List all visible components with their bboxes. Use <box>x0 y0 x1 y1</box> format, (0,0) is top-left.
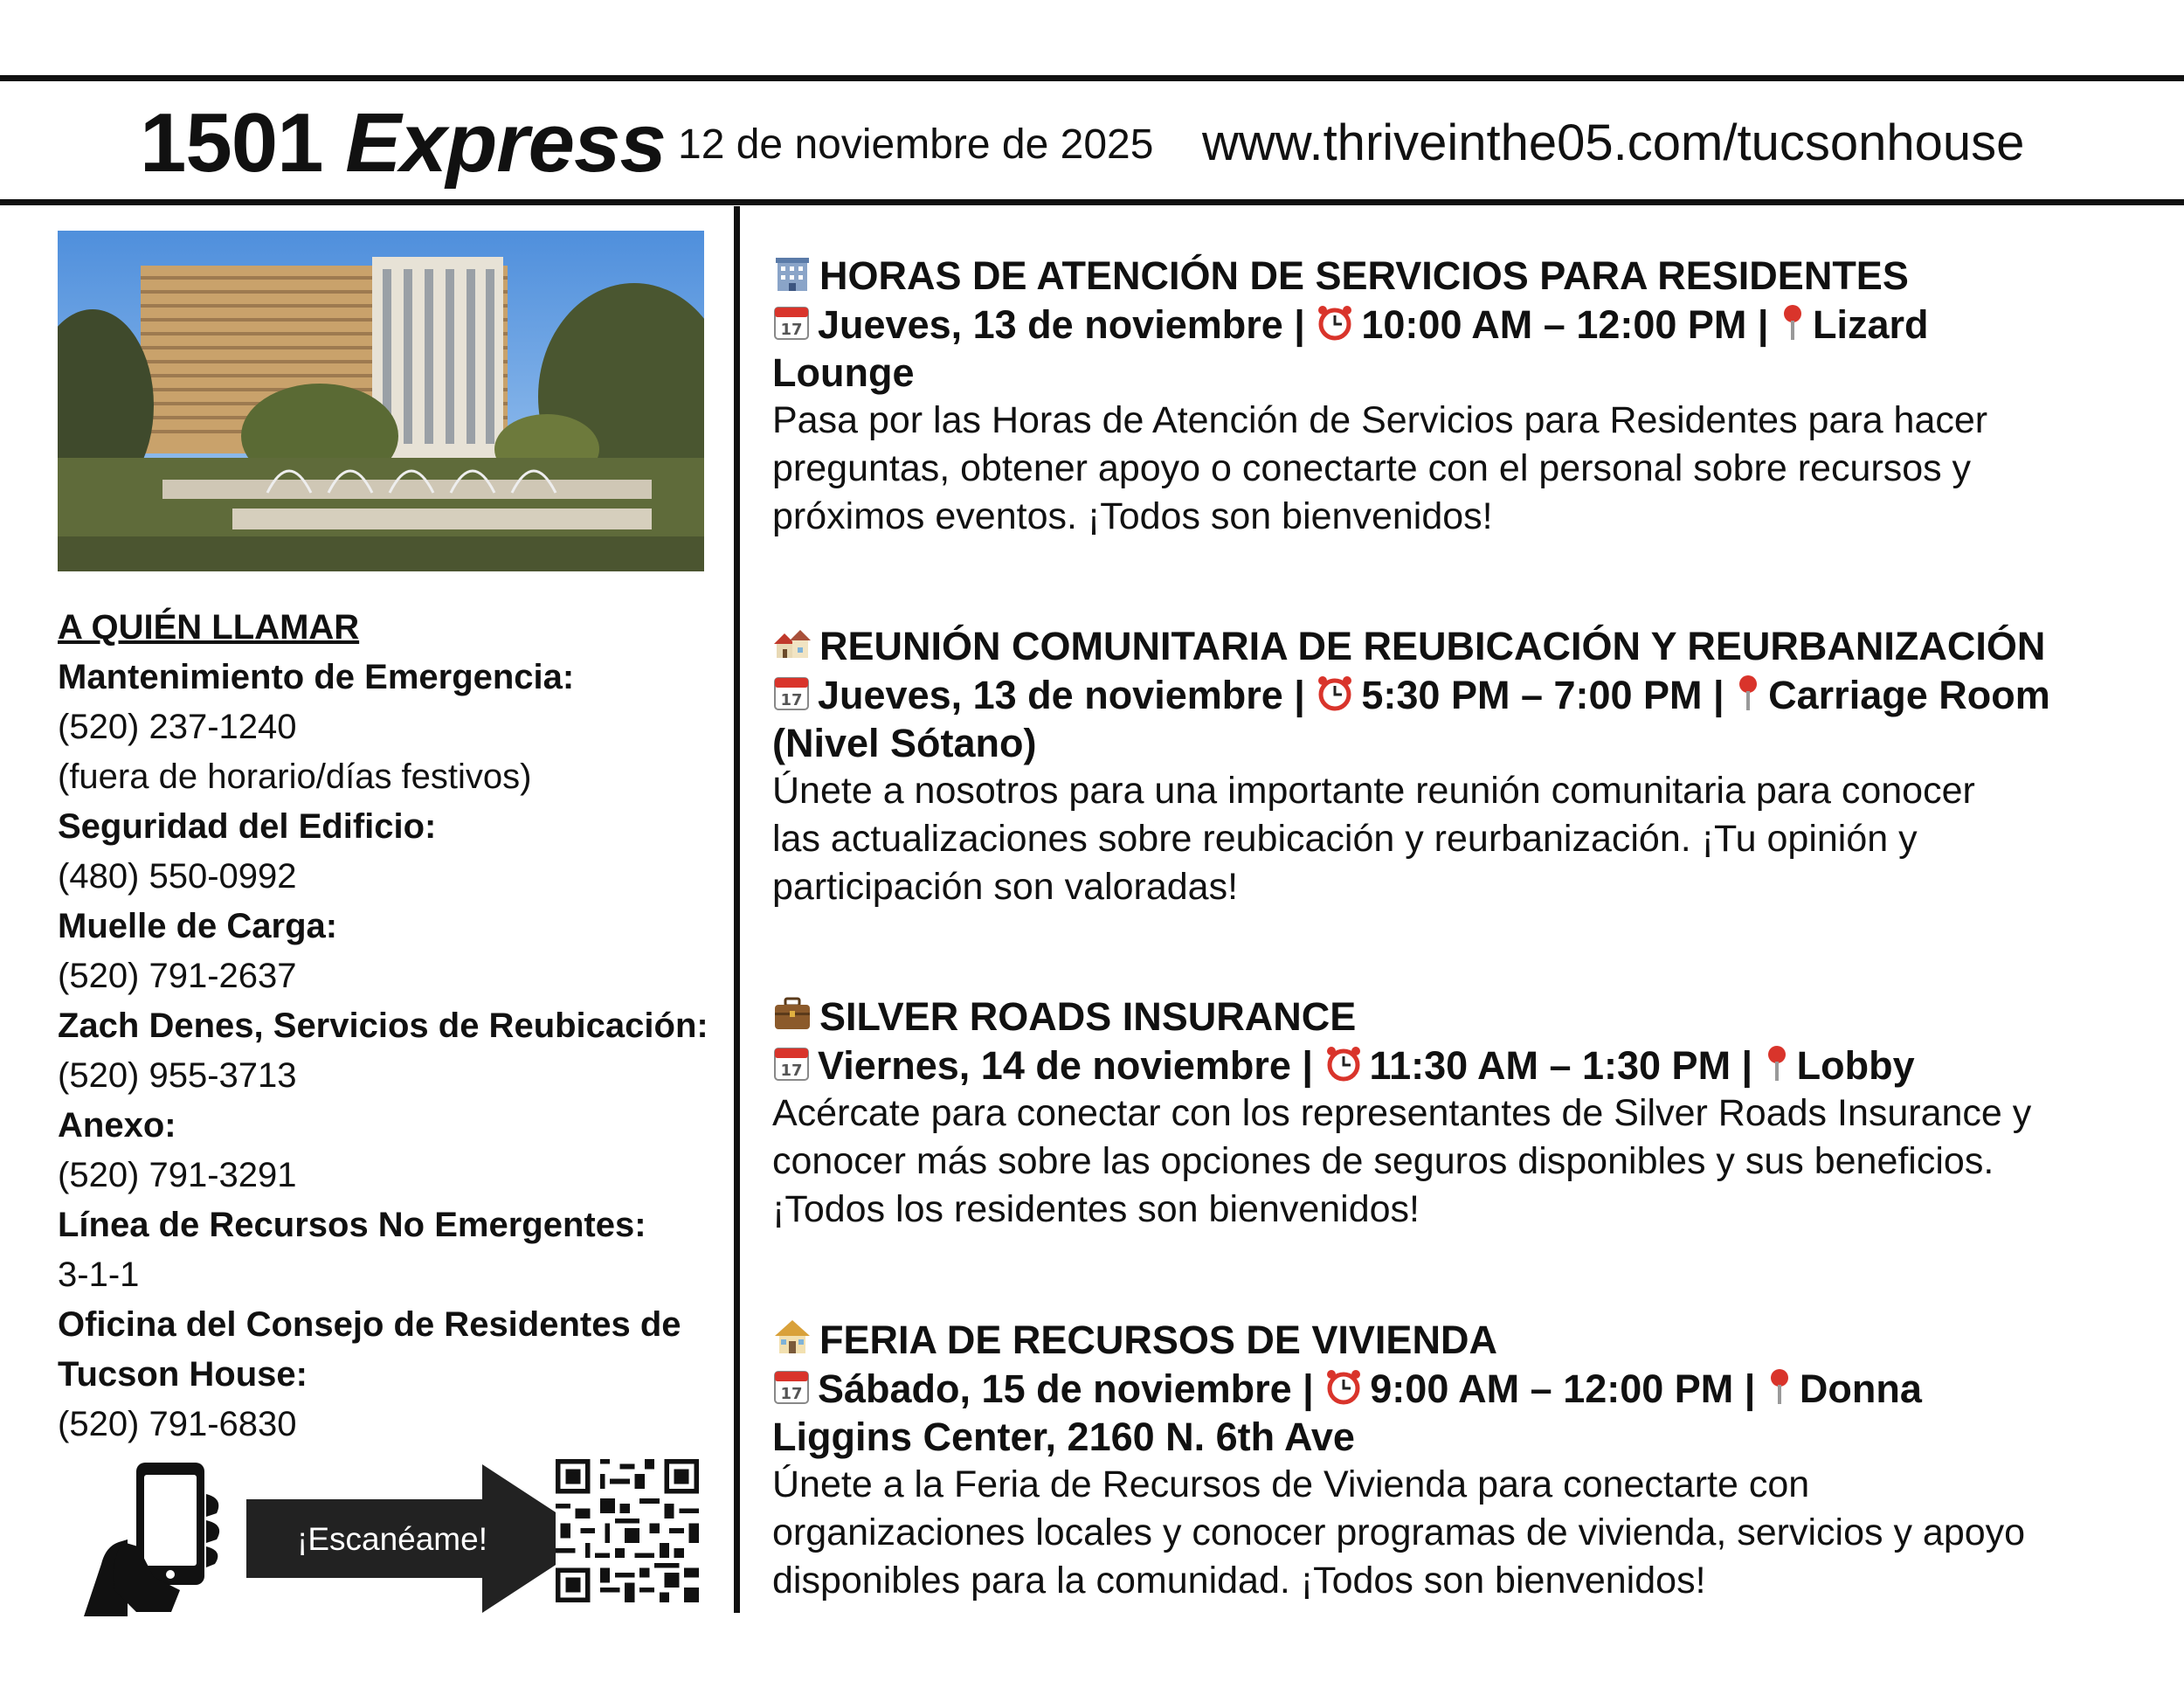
event-location: Donna <box>1799 1366 1922 1411</box>
event-meta <box>772 301 2153 349</box>
calendar-icon <box>772 303 811 342</box>
contact-phone[interactable]: (520) 955-3713 <box>58 1056 297 1095</box>
issue-date: 12 de noviembre de 2025 <box>678 121 1154 168</box>
contact-label: Seguridad del Edificio: <box>58 807 437 846</box>
event-location: Lobby <box>1796 1043 1915 1088</box>
event-meta <box>772 1041 2153 1090</box>
calendar-icon <box>772 1367 811 1406</box>
event-date: Jueves, 13 de noviembre | <box>818 673 1317 717</box>
contact-label: Tucson House: <box>58 1355 308 1394</box>
contact-phone[interactable]: (520) 791-2637 <box>58 957 297 995</box>
houses-icon <box>772 623 812 663</box>
pin-icon <box>1764 1044 1790 1083</box>
event-card <box>772 993 2153 1234</box>
alarm-clock-icon <box>1324 1044 1363 1083</box>
event-time: 11:30 AM – 1:30 PM | <box>1369 1043 1764 1088</box>
event-title <box>772 1316 2153 1365</box>
event-time: 10:00 AM – 12:00 PM | <box>1361 302 1780 347</box>
contact-phone[interactable]: (520) 237-1240 <box>58 708 297 746</box>
contact-label: Línea de Recursos No Emergentes: <box>58 1206 646 1244</box>
event-title <box>772 622 2153 671</box>
event-time: 9:00 AM – 12:00 PM | <box>1370 1366 1766 1411</box>
event-title-text: REUNIÓN COMUNITARIA DE REUBICACIÓN Y REURBANIZACIÓN <box>819 624 2046 668</box>
event-description-line: participación son valoradas! <box>772 866 1239 908</box>
contact-label: Muelle de Carga: <box>58 907 338 945</box>
event-location: Carriage Room <box>1768 673 2050 717</box>
event-date: Viernes, 14 de noviembre | <box>818 1043 1324 1088</box>
event-location-cont: Liggins Center, 2160 N. 6th Ave <box>772 1415 1355 1459</box>
event-title <box>772 252 2153 301</box>
event-meta <box>772 1365 2153 1413</box>
office-building-icon <box>772 253 812 293</box>
svg-text:17: 17 <box>780 1385 803 1403</box>
website-link[interactable]: www.thriveinthe05.com/tucsonhouse <box>1202 114 2025 171</box>
calendar-icon <box>772 1044 811 1083</box>
event-description-line: próximos eventos. ¡Todos son bienvenidos! <box>772 495 1493 537</box>
house-icon <box>772 1317 812 1357</box>
event-title-text: FERIA DE RECURSOS DE VIVIENDA <box>819 1318 1497 1362</box>
event-card <box>772 1316 2153 1605</box>
event-location-cont: Lounge <box>772 350 915 395</box>
event-card <box>772 252 2153 541</box>
pin-icon <box>1780 303 1806 342</box>
pin-icon <box>1735 674 1761 712</box>
contact-label: Oficina del Consejo de Residentes de <box>58 1305 681 1344</box>
event-description-line: ¡Todos los residentes son bienvenidos! <box>772 1188 1420 1230</box>
contact-label: Anexo: <box>58 1106 176 1145</box>
building-photo <box>58 231 704 571</box>
title-number: 1501 <box>140 96 323 190</box>
event-title <box>772 993 2153 1041</box>
contact-phone[interactable]: (520) 791-3291 <box>58 1156 297 1194</box>
event-title-text: SILVER ROADS INSURANCE <box>819 994 1357 1039</box>
event-description-line: Únete a nosotros para una importante reunión comunitaria para conocer <box>772 770 1975 812</box>
event-description-line: Pasa por las Horas de Atención de Servicios para Residentes para hacer <box>772 399 1988 441</box>
contact-phone[interactable]: 3-1-1 <box>58 1256 140 1294</box>
event-title-text: HORAS DE ATENCIÓN DE SERVICIOS PARA RESIDENTES <box>819 253 1909 298</box>
contacts-panel <box>58 603 722 1449</box>
contact-label: Zach Denes, Servicios de Reubicación: <box>58 1007 708 1045</box>
event-description-line: conocer más sobre las opciones de seguros disponibles y sus beneficios. <box>772 1140 1994 1182</box>
contact-label: Mantenimiento de Emergencia: <box>58 658 575 696</box>
scan-row <box>75 1459 722 1616</box>
hand-phone-icon <box>75 1459 224 1616</box>
title-word: Express <box>345 96 666 190</box>
contact-phone[interactable]: (520) 791-6830 <box>58 1405 297 1443</box>
event-location-cont: (Nivel Sótano) <box>772 721 1037 765</box>
contact-note: (fuera de horario/días festivos) <box>58 758 532 796</box>
alarm-clock-icon <box>1316 674 1354 712</box>
contact-phone[interactable]: (480) 550-0992 <box>58 857 297 896</box>
scan-me-label: ¡Escanéame! <box>297 1521 487 1557</box>
event-description-line: las actualizaciones sobre reubicación y reurbanización. ¡Tu opinión y <box>772 818 1918 860</box>
alarm-clock-icon <box>1316 303 1354 342</box>
event-date: Sábado, 15 de noviembre | <box>818 1366 1325 1411</box>
svg-text:17: 17 <box>780 691 803 709</box>
column-divider <box>734 206 740 1613</box>
event-meta <box>772 671 2153 719</box>
event-description-line: Únete a la Feria de Recursos de Vivienda para conectarte con <box>772 1463 1810 1505</box>
event-location: Lizard <box>1813 302 1929 347</box>
qr-code[interactable] <box>556 1459 699 1602</box>
event-description-line: disponibles para la comunidad. ¡Todos son bienvenidos! <box>772 1560 1706 1602</box>
event-card <box>772 622 2153 911</box>
pin-icon <box>1766 1367 1793 1406</box>
event-description-line: Acércate para conectar con los representantes de Silver Roads Insurance y <box>772 1092 2032 1134</box>
masthead <box>0 87 2184 197</box>
svg-text:17: 17 <box>780 1062 803 1080</box>
contacts-heading: A QUIÉN LLAMAR <box>58 608 360 647</box>
svg-text:17: 17 <box>780 321 803 339</box>
event-description-line: organizaciones locales y conocer programas de vivienda, servicios y apoyo <box>772 1512 2026 1553</box>
event-time: 5:30 PM – 7:00 PM | <box>1361 673 1736 717</box>
top-rule <box>0 75 2184 81</box>
header-bottom-rule <box>0 199 2184 205</box>
newsletter-title <box>140 96 666 190</box>
event-date: Jueves, 13 de noviembre | <box>818 302 1317 347</box>
briefcase-icon <box>772 993 812 1034</box>
event-description-line: preguntas, obtener apoyo o conectarte con el personal sobre recursos y <box>772 447 1972 489</box>
alarm-clock-icon <box>1324 1367 1363 1406</box>
calendar-icon <box>772 674 811 712</box>
